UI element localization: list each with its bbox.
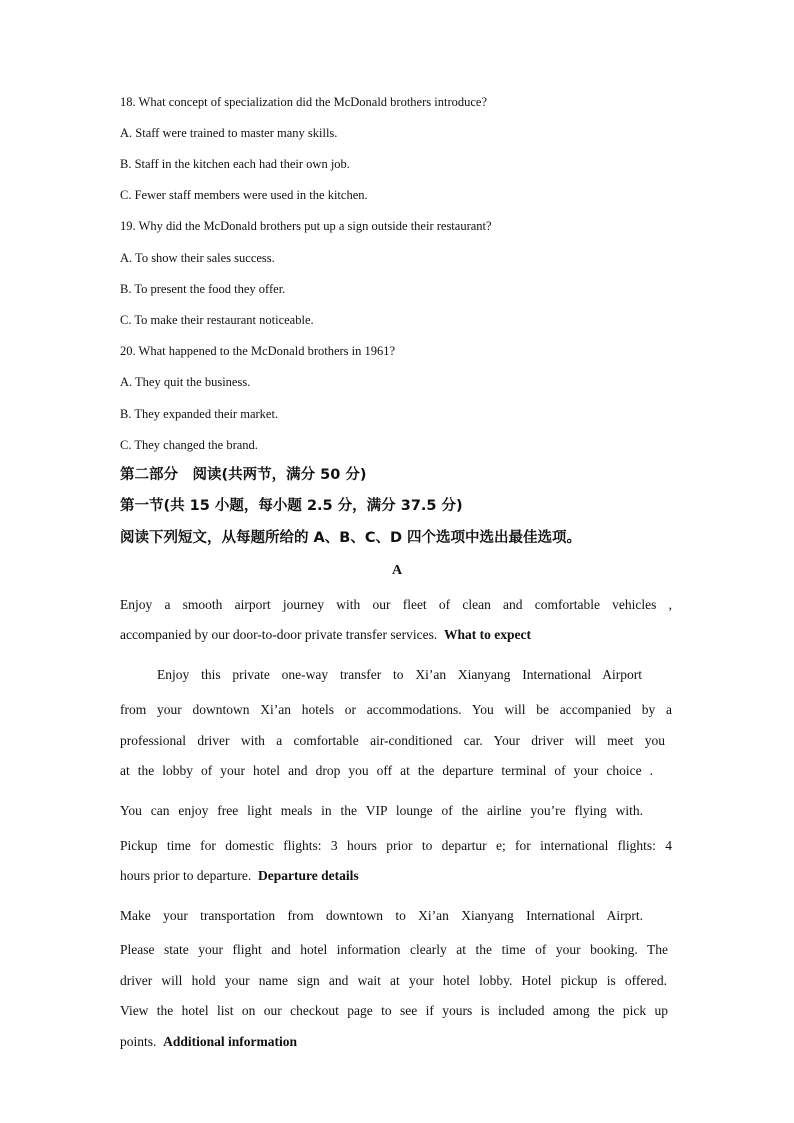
paragraph-5-line-2: driver will hold your name sign and wait at your hotel lobby. Hotel pickup is offered.: [120, 973, 667, 988]
heading-departure-details: Departure details: [257, 868, 359, 883]
question-20-option-a: A. They quit the business.: [120, 375, 251, 389]
passage-intro-text: accompanied by our door-to-door private transfer services.: [120, 627, 438, 642]
question-19-stem: 19. Why did the McDonald brothers put up a sign outside their restaurant?: [120, 219, 492, 233]
question-19-option-c: C. To make their restaurant noticeable.: [120, 313, 314, 327]
passage-intro-line-1: Enjoy a smooth airport journey with our fleet of clean and comfortable vehicles ,: [120, 597, 672, 612]
question-19-option-a: A. To show their sales success.: [120, 251, 275, 265]
section-part-heading: 第二部分 阅读(共两节，满分 50 分): [120, 467, 367, 483]
question-18-option-c: C. Fewer staff members were used in the kitchen.: [120, 188, 368, 202]
paragraph-5-line-3: View the hotel list on our checkout page to see if yours is included among the pick up: [120, 1003, 668, 1018]
question-20-stem: 20. What happened to the McDonald brothers in 1961?: [120, 344, 396, 358]
paragraph-1-line-1: Enjoy this private one-way transfer to Xi’an Xianyang International Airport: [157, 667, 642, 682]
paragraph-3-line-1: Pickup time for domestic flights: 3 hours prior to departur e; for international flights: 4: [120, 838, 672, 853]
passage-title: A: [391, 563, 403, 578]
paragraph-4-line-1: Make your transportation from downtown to Xi’an Xianyang International Airprt.: [120, 908, 643, 923]
question-18-stem: 18. What concept of specialization did the McDonald brothers introduce?: [120, 95, 488, 109]
heading-additional-information: Additional information: [163, 1034, 298, 1049]
reading-instruction: 阅读下列短文，从每题所给的 A、B、C、D 四个选项中选出最佳选项。: [120, 530, 582, 546]
paragraph-5-text: points.: [120, 1034, 157, 1049]
passage-intro-line-2: [120, 627, 672, 643]
subsection-heading: 第一节(共 15 小题，每小题 2.5 分，满分 37.5 分): [120, 498, 463, 514]
question-19-option-b: B. To present the food they offer.: [120, 282, 286, 296]
paragraph-1-line-3: professional driver with a comfortable air-conditioned car. Your driver will meet you: [120, 733, 665, 748]
paragraph-3-text: hours prior to departure.: [120, 868, 252, 883]
paragraph-5-line-4: [120, 1034, 672, 1050]
paragraph-5-line-1: Please state your flight and hotel information clearly at the time of your booking. The: [120, 942, 668, 957]
question-20-option-c: C. They changed the brand.: [120, 438, 258, 452]
question-20-option-b: B. They expanded their market.: [120, 407, 279, 421]
paragraph-2-line-1: You can enjoy free light meals in the VIP lounge of the airline you’re flying with.: [120, 803, 643, 818]
heading-what-to-expect: What to expect: [443, 627, 531, 642]
question-18-option-a: A. Staff were trained to master many skills.: [120, 126, 338, 140]
question-18-option-b: B. Staff in the kitchen each had their own job.: [120, 157, 350, 171]
paragraph-3-line-2: [120, 868, 672, 884]
paragraph-1-line-4: at the lobby of your hotel and drop you off at the departure terminal of your choice .: [120, 763, 653, 778]
paragraph-1-line-2: from your downtown Xi’an hotels or accommodations. You will be accompanied by a: [120, 702, 672, 717]
